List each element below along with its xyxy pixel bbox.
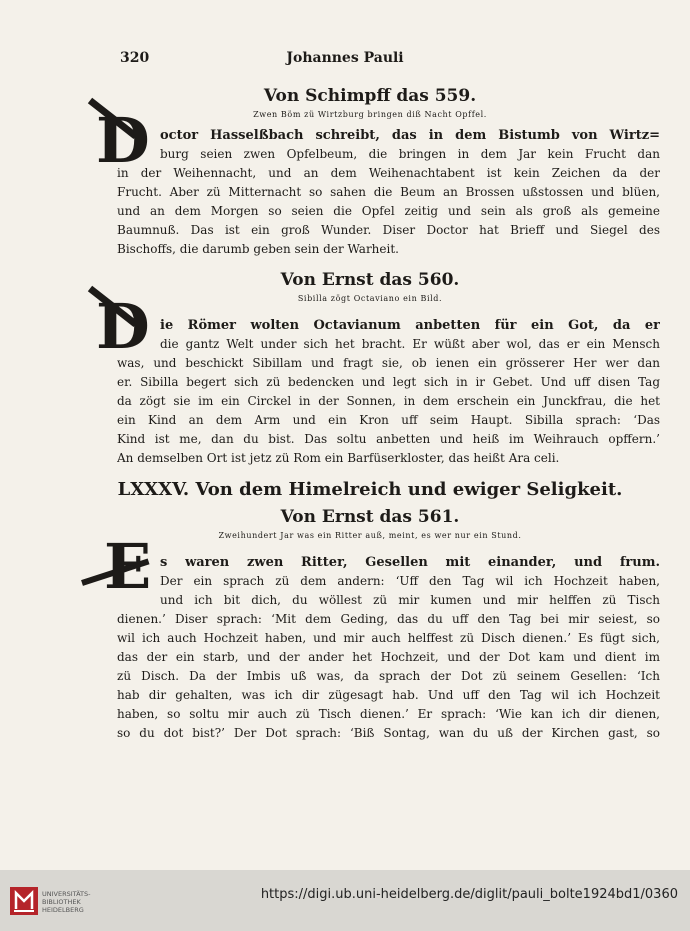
library-name: UNIVERSITÄTS- BIBLIOTHEK HEIDELBERG: [42, 890, 91, 914]
section-subtitle-559: Zwen Böm zü Wirtzburg bringen diß Nacht Opffel.: [253, 110, 487, 119]
text-line: An demselben Ort ist jetz zü Rom ein Barfüserkloster, das heißt Ara celi.: [117, 451, 560, 465]
text-line: was, und beschickt Sibillam und fragt sie, ob ienen ein grösserer Her wer dan: [117, 356, 660, 370]
text-line: octor Hasselßbach schreibt, das in dem Bistumb von Wirtz=: [160, 128, 660, 143]
text-line: in der Weihennacht, und an dem Weihenachtabent ist kein Zeichen da der: [117, 166, 660, 180]
section-subtitle-560: Sibilla zögt Octaviano ein Bild.: [297, 294, 443, 303]
text-line: er. Sibilla begert sich zü bedencken und legt sich in ir Gebet. Und uff disen Tag: [117, 375, 660, 389]
drop-cap-initial-560: D: [96, 290, 150, 363]
page-number: 320: [120, 50, 150, 66]
university-library-logo-icon: [10, 887, 38, 915]
text-line: Bischoffs, die darumb geben sein der Warheit.: [117, 242, 399, 256]
text-line: und ich bit dich, du wöllest zü mir kumen und mir helffen zü Tisch: [160, 593, 660, 607]
text-line: Kind ist me, dan du bist. Das soltu anbetten und heiß im Weihrauch opffern.’: [117, 432, 660, 446]
running-title: Johannes Pauli: [286, 50, 404, 66]
text-line: die gantz Welt under sich het bracht. Er wüßt aber wol, das er ein Mensch: [160, 337, 660, 351]
text-line: dienen.’ Diser sprach: ‘Mit dem Geding, das du uff den Tag bei mir seiest, so: [117, 612, 660, 626]
text-line: haben, so soltu mir auch zü Tisch dienen.’ Er sprach: ‘Wie kan ich dir dienen,: [117, 707, 660, 721]
section-title-559: Von Schimpff das 559.: [263, 86, 477, 106]
text-line: s waren zwen Ritter, Gesellen mit einander, und frum.: [160, 555, 660, 570]
text-line: ie Römer wolten Octavianum anbetten für ein Got, da er: [160, 318, 660, 333]
text-line: burg seien zwen Opfelbeum, die bringen in dem Jar kein Frucht dan: [160, 147, 660, 161]
drop-cap-initial-559: D: [96, 104, 150, 177]
text-line: so du dot bist?’ Der Dot sprach: ‘Biß Sontag, wan du uß der Kirchen gast, so: [117, 726, 660, 740]
text-line: Baumnuß. Das ist ein groß Wunder. Diser Doctor hat Brieff und Siegel des: [117, 223, 660, 237]
text-line: hab dir gehalten, was ich dir zügesagt hab. Und uff den Tag wil ich Hochzeit: [117, 688, 660, 702]
text-line: Der ein sprach zü dem andern: ‘Uff den Tag wil ich Hochzeit haben,: [160, 574, 660, 588]
drop-cap-initial-561: E: [104, 530, 152, 603]
text-line: wil ich auch Hochzeit haben, und mir auch helffest zü Disch dienen.’ Es fügt sich,: [117, 631, 660, 645]
section-title-561: Von Ernst das 561.: [280, 507, 460, 527]
text-line: ein Kind an dem Arm und ein Kron uff seim Haupt. Sibilla sprach: ‘Das: [117, 413, 660, 427]
text-line: das der ein starb, und der ander het Hochzeit, und der Dot kam und dient im: [117, 650, 660, 664]
text-line: zü Disch. Da der Imbis uß was, da sprach der Dot zü seinem Gesellen: ‘Ich: [117, 669, 660, 683]
text-line: da zögt sie im ein Circkel in der Sonnen, in dem erschein ein Junckfrau, die het: [117, 394, 660, 408]
permalink-url[interactable]: https://digi.ub.uni-heidelberg.de/diglit/pauli_bolte1924bd1/0360: [260, 887, 678, 902]
text-line: und an dem Morgen so seien die Opfel zeitig und sein als groß als gemeine: [117, 204, 660, 218]
viewer-footer: [0, 870, 690, 931]
section-subtitle-561: Zweihundert Jar was ein Ritter auß, meint, es wer nur ein Stund.: [218, 531, 522, 540]
text-line: Frucht. Aber zü Mitternacht so sahen die Beum an Brossen ußstossen und blüen,: [117, 185, 660, 199]
section-title-560: Von Ernst das 560.: [280, 270, 460, 290]
chapter-heading: LXXXV. Von dem Himelreich und ewiger Seligkeit.: [117, 479, 623, 500]
